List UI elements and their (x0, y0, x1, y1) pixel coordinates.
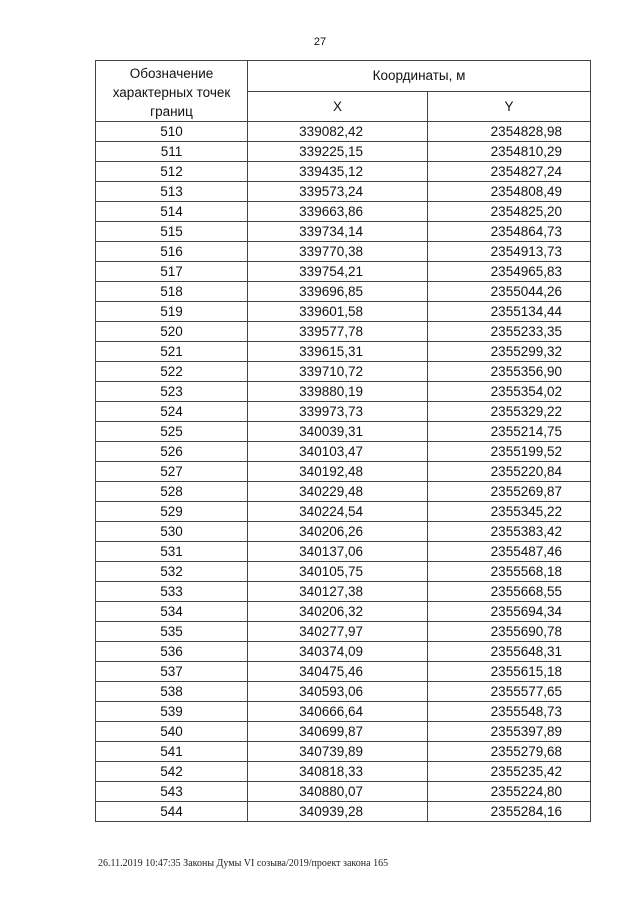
table-row (96, 622, 591, 642)
point-id-cell: 529 (96, 502, 248, 522)
table-row (96, 602, 591, 622)
table-row (96, 382, 591, 402)
y-coordinate-cell: 2354825,20 (428, 202, 591, 222)
table-row (96, 302, 591, 322)
y-coordinate-cell: 2355235,42 (428, 762, 591, 782)
x-coordinate-cell: 340277,97 (248, 622, 428, 642)
y-coordinate-cell: 2355199,52 (428, 442, 591, 462)
y-coordinate-cell: 2355690,78 (428, 622, 591, 642)
point-id-cell: 534 (96, 602, 248, 622)
y-coordinate-cell: 2354864,73 (428, 222, 591, 242)
table-row (96, 242, 591, 262)
table-row (96, 742, 591, 762)
table-row (96, 142, 591, 162)
table-row (96, 722, 591, 742)
table-row (96, 502, 591, 522)
x-coordinate-cell: 340666,64 (248, 702, 428, 722)
point-id-cell: 536 (96, 642, 248, 662)
table-row (96, 662, 591, 682)
x-coordinate-cell: 340206,32 (248, 602, 428, 622)
point-id-cell: 524 (96, 402, 248, 422)
point-id-cell: 537 (96, 662, 248, 682)
point-id-cell: 538 (96, 682, 248, 702)
y-coordinate-cell: 2354965,83 (428, 262, 591, 282)
y-coordinate-cell: 2354808,49 (428, 182, 591, 202)
table-row (96, 422, 591, 442)
x-coordinate-cell: 340206,26 (248, 522, 428, 542)
x-coordinate-cell: 339615,31 (248, 342, 428, 362)
page-number: 27 (313, 36, 327, 48)
table-row (96, 442, 591, 462)
y-coordinate-cell: 2354827,24 (428, 162, 591, 182)
point-id-cell: 522 (96, 362, 248, 382)
x-coordinate-cell: 339577,78 (248, 322, 428, 342)
table-row (96, 262, 591, 282)
point-id-cell: 528 (96, 482, 248, 502)
point-id-cell: 541 (96, 742, 248, 762)
point-id-cell: 526 (96, 442, 248, 462)
table-row (96, 482, 591, 502)
x-coordinate-cell: 339754,21 (248, 262, 428, 282)
point-id-cell: 523 (96, 382, 248, 402)
point-id-cell: 514 (96, 202, 248, 222)
table-row (96, 282, 591, 302)
table-row (96, 802, 591, 822)
point-id-cell: 539 (96, 702, 248, 722)
y-coordinate-cell: 2355044,26 (428, 282, 591, 302)
footer-note: 26.11.2019 10:47:35 Законы Думы VI созыва/2019/проект закона 165 (98, 858, 389, 869)
point-id-cell: 544 (96, 802, 248, 822)
point-id-cell: 518 (96, 282, 248, 302)
y-coordinate-cell: 2355134,44 (428, 302, 591, 322)
y-coordinate-cell: 2355615,18 (428, 662, 591, 682)
y-coordinate-cell: 2355269,87 (428, 482, 591, 502)
header-coordinates: Координаты, м (248, 61, 591, 92)
y-coordinate-cell: 2355354,02 (428, 382, 591, 402)
y-coordinate-cell: 2355279,68 (428, 742, 591, 762)
table-row (96, 642, 591, 662)
table-row (96, 362, 591, 382)
table-row (96, 342, 591, 362)
y-coordinate-cell: 2355356,90 (428, 362, 591, 382)
table-row (96, 162, 591, 182)
point-id-cell: 520 (96, 322, 248, 342)
x-coordinate-cell: 340739,89 (248, 742, 428, 762)
x-coordinate-cell: 340105,75 (248, 562, 428, 582)
y-coordinate-cell: 2355220,84 (428, 462, 591, 482)
point-id-cell: 532 (96, 562, 248, 582)
table-row (96, 762, 591, 782)
point-id-cell: 521 (96, 342, 248, 362)
point-id-cell: 517 (96, 262, 248, 282)
point-id-cell: 519 (96, 302, 248, 322)
x-coordinate-cell: 340475,46 (248, 662, 428, 682)
header-point-designation: Обозначение характерных точек границ (96, 61, 248, 122)
x-coordinate-cell: 340039,31 (248, 422, 428, 442)
y-coordinate-cell: 2355548,73 (428, 702, 591, 722)
y-coordinate-cell: 2355284,16 (428, 802, 591, 822)
x-coordinate-cell: 340939,28 (248, 802, 428, 822)
y-coordinate-cell: 2355299,32 (428, 342, 591, 362)
point-id-cell: 512 (96, 162, 248, 182)
table-header-row (96, 61, 591, 92)
x-coordinate-cell: 339973,73 (248, 402, 428, 422)
x-coordinate-cell: 339663,86 (248, 202, 428, 222)
y-coordinate-cell: 2355233,35 (428, 322, 591, 342)
y-coordinate-cell: 2355694,34 (428, 602, 591, 622)
point-id-cell: 515 (96, 222, 248, 242)
table-body (96, 122, 591, 822)
y-coordinate-cell: 2354913,73 (428, 242, 591, 262)
table-row (96, 462, 591, 482)
y-coordinate-cell: 2355214,75 (428, 422, 591, 442)
x-coordinate-cell: 339082,42 (248, 122, 428, 142)
y-coordinate-cell: 2355648,31 (428, 642, 591, 662)
table-row (96, 322, 591, 342)
x-coordinate-cell: 339573,24 (248, 182, 428, 202)
table-row (96, 202, 591, 222)
x-coordinate-cell: 339225,15 (248, 142, 428, 162)
x-coordinate-cell: 340103,47 (248, 442, 428, 462)
x-coordinate-cell: 340229,48 (248, 482, 428, 502)
y-coordinate-cell: 2355397,89 (428, 722, 591, 742)
point-id-cell: 525 (96, 422, 248, 442)
point-id-cell: 530 (96, 522, 248, 542)
x-coordinate-cell: 340224,54 (248, 502, 428, 522)
x-coordinate-cell: 339435,12 (248, 162, 428, 182)
y-coordinate-cell: 2355224,80 (428, 782, 591, 802)
y-coordinate-cell: 2355577,65 (428, 682, 591, 702)
point-id-cell: 542 (96, 762, 248, 782)
point-id-cell: 533 (96, 582, 248, 602)
y-coordinate-cell: 2354810,29 (428, 142, 591, 162)
table-row (96, 402, 591, 422)
x-coordinate-cell: 340137,06 (248, 542, 428, 562)
x-coordinate-cell: 340374,09 (248, 642, 428, 662)
point-id-cell: 543 (96, 782, 248, 802)
table-row (96, 222, 591, 242)
table-row (96, 682, 591, 702)
table-row (96, 182, 591, 202)
point-id-cell: 513 (96, 182, 248, 202)
table-row (96, 702, 591, 722)
table-row (96, 542, 591, 562)
y-coordinate-cell: 2355383,42 (428, 522, 591, 542)
point-id-cell: 511 (96, 142, 248, 162)
point-id-cell: 510 (96, 122, 248, 142)
y-coordinate-cell: 2355487,46 (428, 542, 591, 562)
x-coordinate-cell: 339880,19 (248, 382, 428, 402)
point-id-cell: 531 (96, 542, 248, 562)
x-coordinate-cell: 340880,07 (248, 782, 428, 802)
x-coordinate-cell: 339734,14 (248, 222, 428, 242)
table-row (96, 122, 591, 142)
table-row (96, 782, 591, 802)
y-coordinate-cell: 2355329,22 (428, 402, 591, 422)
table-row (96, 562, 591, 582)
x-coordinate-cell: 340192,48 (248, 462, 428, 482)
x-coordinate-cell: 339710,72 (248, 362, 428, 382)
x-coordinate-cell: 340127,38 (248, 582, 428, 602)
header-y: Y (428, 91, 591, 122)
table-row (96, 582, 591, 602)
x-coordinate-cell: 340699,87 (248, 722, 428, 742)
point-id-cell: 516 (96, 242, 248, 262)
x-coordinate-cell: 339770,38 (248, 242, 428, 262)
y-coordinate-cell: 2354828,98 (428, 122, 591, 142)
point-id-cell: 535 (96, 622, 248, 642)
point-id-cell: 527 (96, 462, 248, 482)
point-id-cell: 540 (96, 722, 248, 742)
y-coordinate-cell: 2355345,22 (428, 502, 591, 522)
table-row (96, 522, 591, 542)
y-coordinate-cell: 2355668,55 (428, 582, 591, 602)
x-coordinate-cell: 340593,06 (248, 682, 428, 702)
header-x: X (248, 91, 428, 122)
x-coordinate-cell: 340818,33 (248, 762, 428, 782)
x-coordinate-cell: 339601,58 (248, 302, 428, 322)
coordinates-table (95, 60, 591, 822)
y-coordinate-cell: 2355568,18 (428, 562, 591, 582)
x-coordinate-cell: 339696,85 (248, 282, 428, 302)
